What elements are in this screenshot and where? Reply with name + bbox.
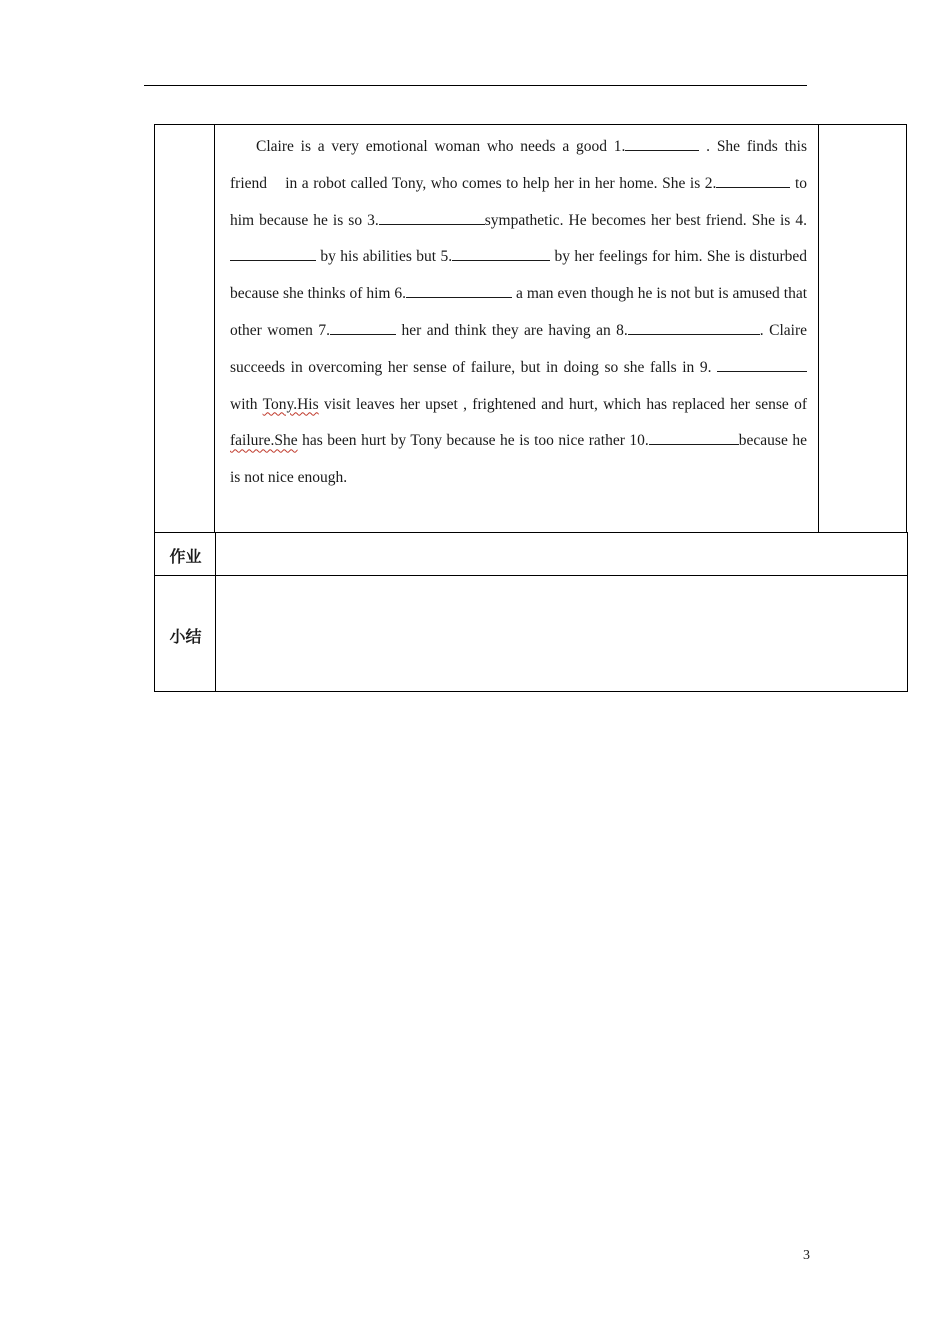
blank-3[interactable]: [379, 210, 485, 225]
homework-label-cell: [155, 533, 216, 575]
passage-text: a man even though he is not but is amused that other women 7.: [230, 285, 808, 339]
header-rule: [144, 85, 807, 86]
spellcheck-word: Tony.His: [262, 395, 319, 413]
cloze-passage: [230, 129, 807, 497]
passage-text: sympathetic. He becomes her best friend. She is 4.: [484, 211, 807, 229]
blank-9[interactable]: [717, 357, 807, 372]
passage-text: visit leaves her upset , frightened and hurt, which has replaced her sense of: [323, 395, 807, 413]
passage-text: her and think they are having an 8.: [401, 321, 628, 339]
blank-2[interactable]: [716, 173, 790, 188]
passage-text: by his abilities but 5.: [320, 248, 453, 266]
blank-5[interactable]: [452, 246, 550, 261]
passage-text: to him because he is so 3.: [230, 174, 808, 229]
spellcheck-word: failure.She: [230, 432, 298, 450]
page-number: 3: [803, 1248, 810, 1263]
blank-10[interactable]: [649, 430, 739, 445]
passage-text: has been hurt by Tony because he is too nice rather 10.: [302, 432, 649, 450]
passage-text: with: [230, 395, 258, 413]
homework-label: 作业: [169, 547, 202, 566]
passage-text: because he is not nice enough.: [230, 432, 808, 487]
passage-text: . She finds this friend: [230, 138, 807, 192]
blank-4[interactable]: [230, 246, 316, 261]
passage-row-notes-cell: [818, 124, 907, 532]
summary-row: [154, 575, 908, 692]
passage-text: by her feelings for him. She is disturbed because she thinks of him 6.: [230, 248, 808, 303]
passage-text: Claire is a very emotional woman who needs a good 1.: [256, 138, 626, 155]
blank-7[interactable]: [330, 320, 396, 335]
homework-row: [154, 532, 908, 576]
blank-1[interactable]: [625, 136, 699, 151]
blank-8[interactable]: [628, 320, 760, 335]
summary-label-cell: [155, 576, 216, 691]
summary-label: 小结: [169, 627, 202, 646]
passage-text: in a robot called Tony, who comes to help her in her home. She is 2.: [285, 174, 717, 192]
blank-6[interactable]: [406, 283, 512, 298]
passage-text: . Claire succeeds in overcoming her sense of failure, but in doing so she falls in 9.: [230, 321, 808, 376]
passage-row-label-cell: [154, 124, 215, 532]
